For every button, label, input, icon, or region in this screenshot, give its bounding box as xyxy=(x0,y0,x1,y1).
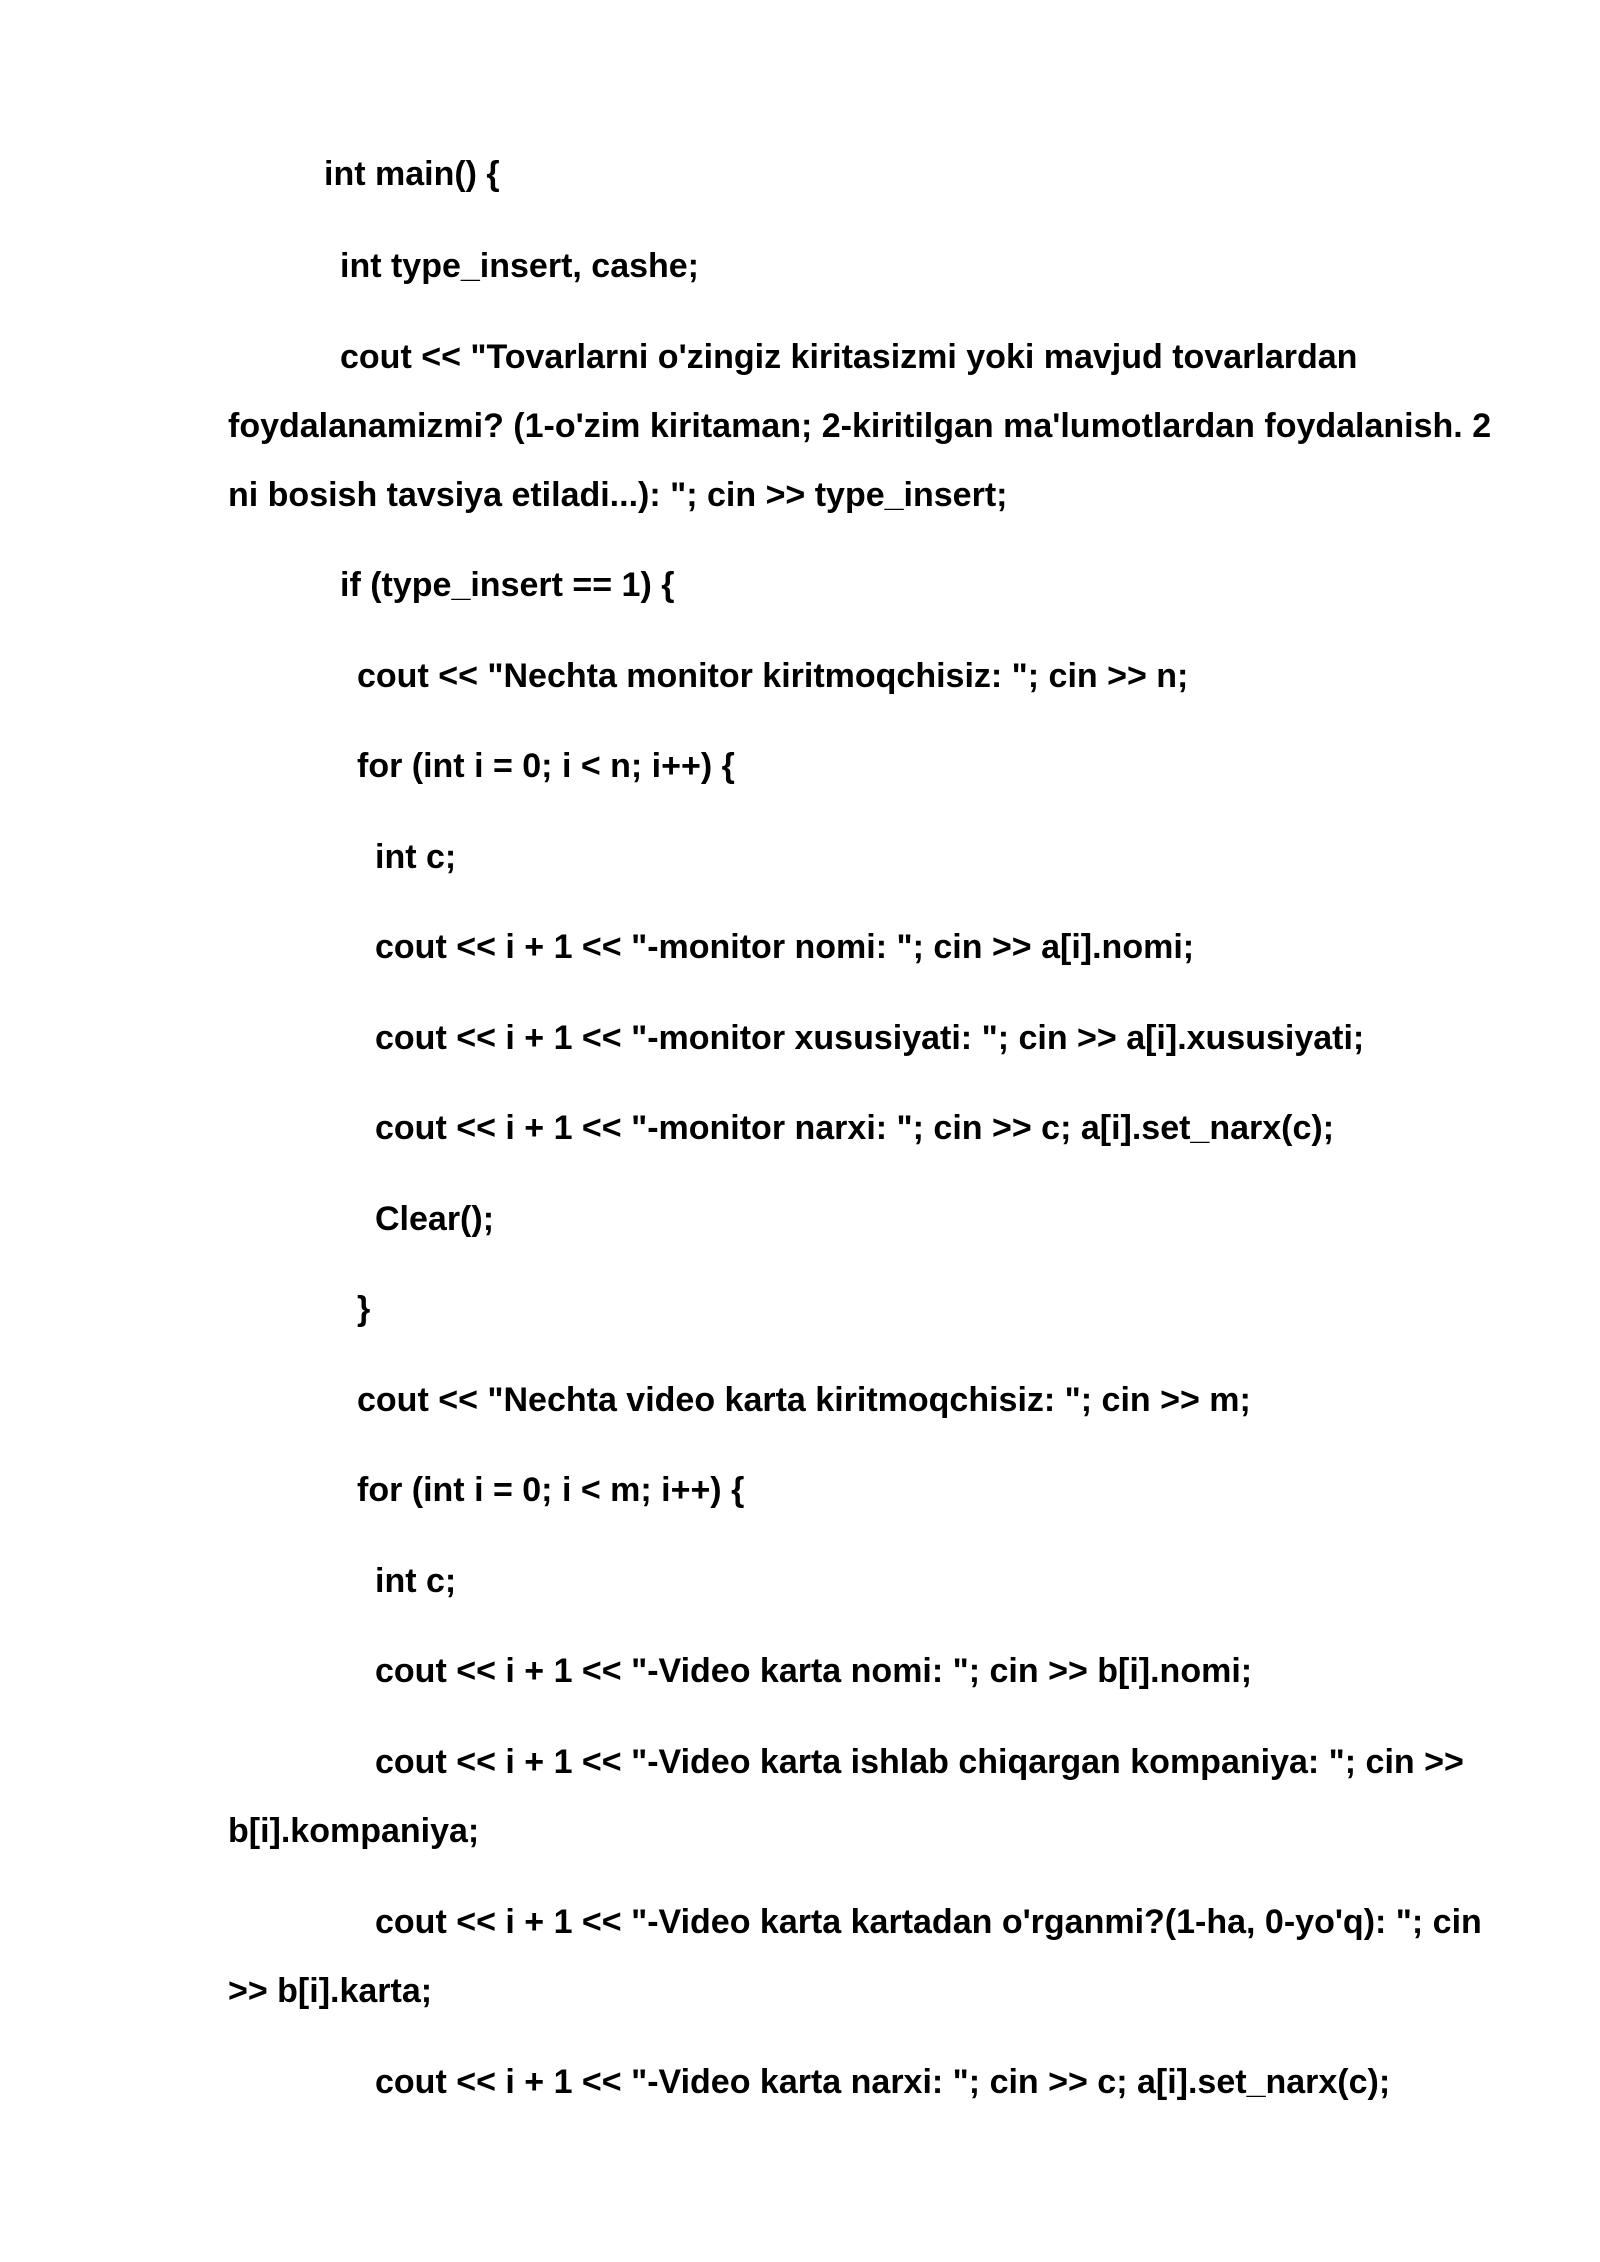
code-line: cout << i + 1 << "-Video karta nomi: "; cin >> b[i].nomi; xyxy=(375,1652,1253,1690)
code-line: int c; xyxy=(375,838,457,876)
code-line: >> b[i].karta; xyxy=(228,1972,433,2010)
code-line: for (int i = 0; i < m; i++) { xyxy=(357,1471,745,1509)
code-line: cout << i + 1 << "-Video karta kartadan o'rganmi?(1-ha, 0-yo'q): "; cin xyxy=(375,1903,1482,1941)
code-line: cout << "Nechta video karta kiritmoqchisiz: "; cin >> m; xyxy=(357,1381,1251,1419)
code-line: for (int i = 0; i < n; i++) { xyxy=(357,747,735,785)
code-line: Clear(); xyxy=(375,1200,495,1238)
code-line: } xyxy=(357,1290,371,1328)
code-line: cout << "Tovarlarni o'zingiz kiritasizmi yoki mavjud tovarlardan xyxy=(340,338,1358,376)
code-line: int c; xyxy=(375,1562,457,1600)
code-line: foydalanamizmi? (1-o'zim kiritaman; 2-kiritilgan ma'lumotlardan foydalanish. 2 xyxy=(228,407,1492,445)
code-line: cout << i + 1 << "-monitor nomi: "; cin >> a[i].nomi; xyxy=(375,928,1195,966)
code-line: int main() { xyxy=(324,155,500,193)
code-line: cout << "Nechta monitor kiritmoqchisiz: "; cin >> n; xyxy=(357,657,1189,695)
code-line: cout << i + 1 << "-Video karta narxi: "; cin >> c; a[i].set_narx(c); xyxy=(375,2063,1391,2101)
code-line: if (type_insert == 1) { xyxy=(340,566,675,604)
code-line: cout << i + 1 << "-monitor xususiyati: "; cin >> a[i].xususiyati; xyxy=(375,1019,1365,1057)
code-line: int type_insert, cashe; xyxy=(340,247,700,285)
code-line: b[i].kompaniya; xyxy=(228,1812,480,1850)
code-line: cout << i + 1 << "-Video karta ishlab chiqargan kompaniya: "; cin >> xyxy=(375,1743,1464,1781)
code-line: cout << i + 1 << "-monitor narxi: "; cin >> c; a[i].set_narx(c); xyxy=(375,1109,1335,1147)
code-line: ni bosish tavsiya etiladi...): "; cin >> type_insert; xyxy=(228,476,1008,514)
